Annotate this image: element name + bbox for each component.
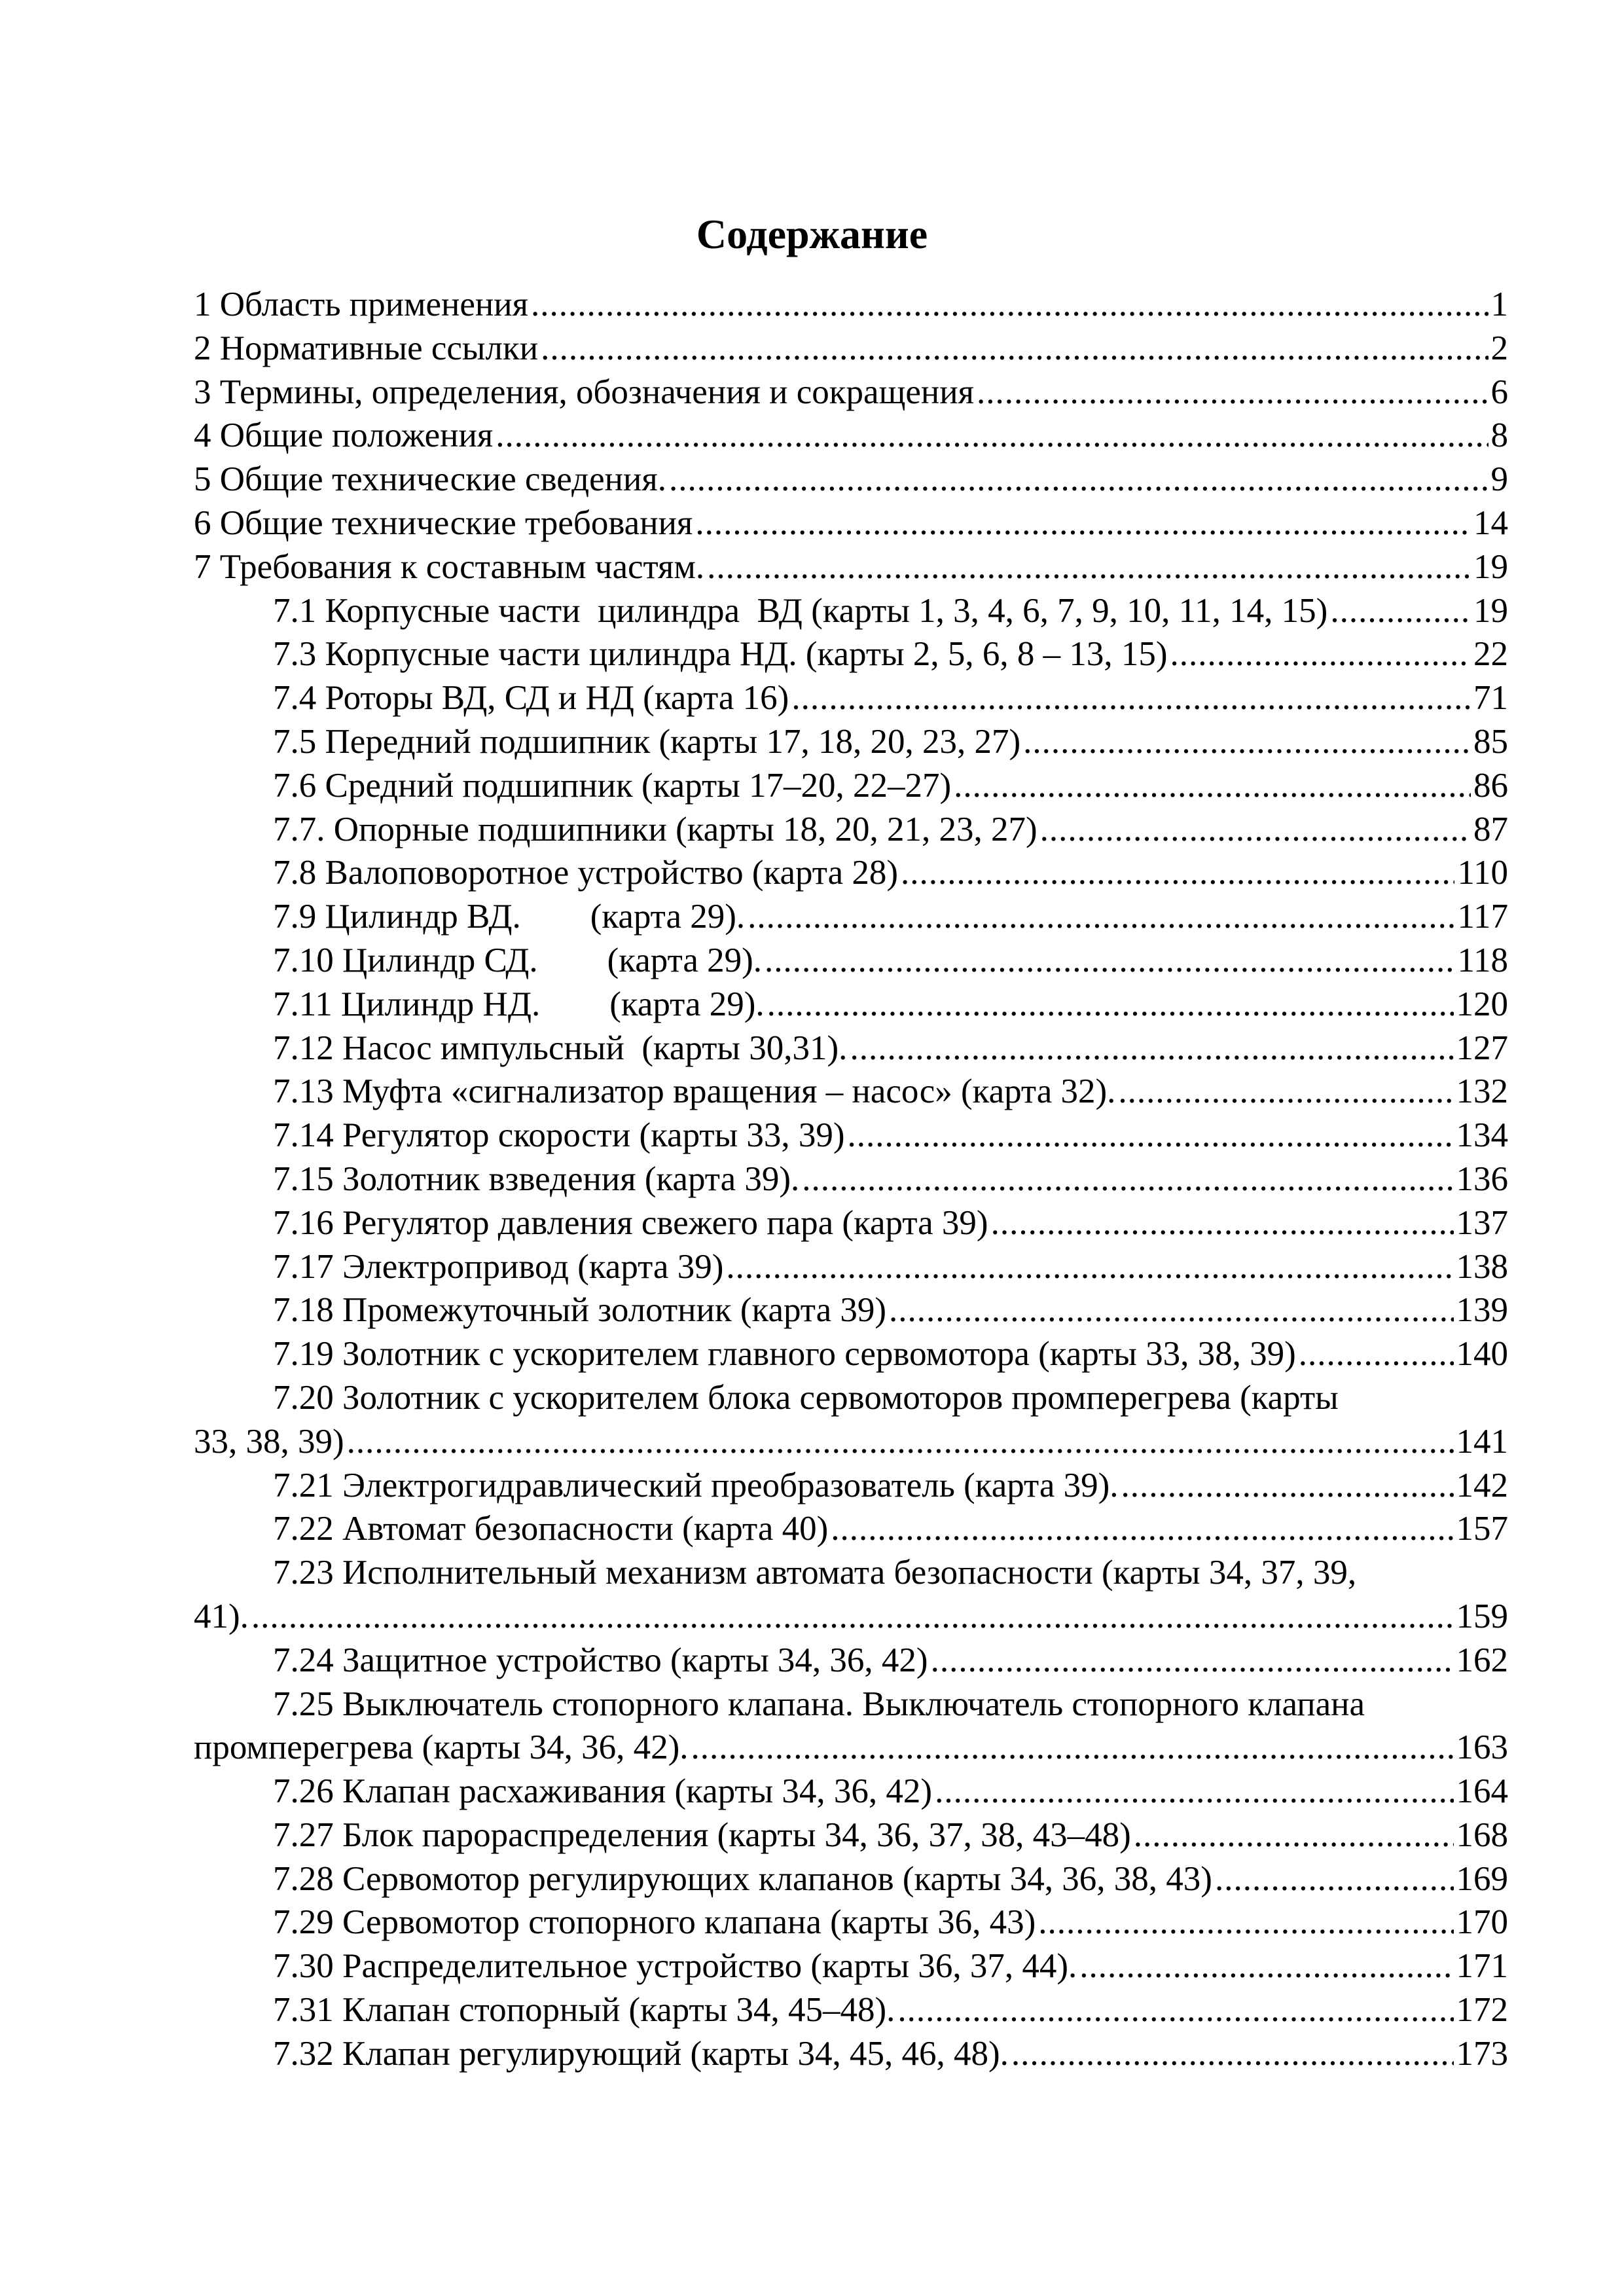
dot-leader — [1040, 808, 1471, 852]
toc-entry-label: 7.30 Распределительное устройство (карты 36, 37, 44). — [273, 1947, 1077, 1986]
toc-subentry[interactable] — [194, 895, 1508, 939]
dot-leader — [748, 895, 1454, 939]
toc-entry-label: 7.8 Валоповоротное устройство (карта 28) — [273, 854, 899, 892]
toc-entry-label: 7.32 Клапан регулирующий (карты 34, 45, 46, 48). — [273, 2034, 1009, 2073]
toc-subentry[interactable] — [194, 632, 1508, 676]
toc-subentry[interactable] — [194, 939, 1508, 983]
toc-entry-label: 7.26 Клапан расхаживания (карты 34, 36, 42) — [273, 1772, 933, 1811]
toc-subentry[interactable] — [194, 851, 1508, 895]
toc-entry-page: 132 — [1456, 1072, 1508, 1111]
toc-entry-page: 9 — [1490, 460, 1508, 499]
toc-subentry[interactable] — [194, 1070, 1508, 1114]
toc-subentry[interactable] — [194, 1201, 1508, 1245]
toc-subentry[interactable] — [194, 1813, 1508, 1857]
toc-entry-page: 173 — [1456, 2034, 1508, 2073]
toc-entry-page: 22 — [1473, 635, 1508, 674]
toc-subentry[interactable] — [194, 983, 1508, 1027]
toc-entry[interactable] — [194, 501, 1508, 545]
toc-subentry[interactable] — [194, 1464, 1508, 1508]
toc-entry-label: 7.18 Промежуточный золотник (карта 39) — [273, 1291, 886, 1330]
dot-leader — [954, 764, 1471, 808]
toc-entry-label: 7.5 Передний подшипник (карты 17, 18, 20, 23, 27) — [273, 722, 1021, 761]
toc-entry-page: 138 — [1456, 1247, 1508, 1286]
toc-entry-page: 8 — [1490, 416, 1508, 455]
toc-subentry[interactable] — [194, 1288, 1508, 1332]
dot-leader — [251, 1595, 1454, 1639]
toc-entry-page: 142 — [1456, 1466, 1508, 1504]
toc-entry-page: 71 — [1473, 679, 1508, 718]
toc-entry-page: 159 — [1456, 1597, 1508, 1635]
dot-leader — [691, 1726, 1454, 1770]
dot-leader — [531, 283, 1488, 327]
toc-entry-page: 137 — [1456, 1203, 1508, 1242]
toc-entry-label: 7.31 Клапан стопорный (карты 34, 45–48). — [273, 1991, 895, 2030]
toc-entry-page: 172 — [1456, 1991, 1508, 2030]
toc-subentry[interactable] — [194, 1027, 1508, 1070]
dot-leader — [669, 458, 1489, 501]
toc-entry-page: 14 — [1473, 503, 1508, 542]
toc-subentry[interactable] — [194, 1114, 1508, 1157]
toc-entry-label: 7.3 Корпусные части цилиндра НД. (карты 2, 5, 6, 8 – 13, 15) — [273, 635, 1168, 674]
toc-entry-page: 157 — [1456, 1510, 1508, 1548]
toc-entry-label: 7.11 Цилиндр НД. (карта 29). — [273, 985, 765, 1023]
toc-entry-label: 4 Общие положения — [194, 416, 494, 455]
toc-entry-page: 136 — [1456, 1159, 1508, 1198]
toc-entry-label: 7.29 Сервомотор стопорного клапана (карты 36, 43) — [273, 1903, 1036, 1942]
toc-entry[interactable] — [194, 371, 1508, 414]
toc-entry[interactable] — [194, 283, 1508, 327]
toc-entry-label: 7.22 Автомат безопасности (карта 40) — [273, 1510, 829, 1548]
toc-entry-page: 164 — [1456, 1772, 1508, 1811]
toc-subentry[interactable] — [194, 1944, 1508, 1988]
dot-leader — [347, 1420, 1454, 1464]
toc-subentry[interactable] — [194, 589, 1508, 633]
toc-entry-label: 7.17 Электропривод (карта 39) — [273, 1247, 724, 1286]
dot-leader — [850, 1027, 1453, 1070]
dot-leader — [767, 983, 1454, 1027]
toc-entry-label: 33, 38, 39) — [194, 1422, 344, 1461]
dot-leader — [802, 1157, 1453, 1201]
toc-subentry[interactable] — [194, 1770, 1508, 1813]
dot-leader — [901, 851, 1454, 895]
toc-subentry[interactable] — [194, 1157, 1508, 1201]
toc-subentry[interactable] — [194, 1332, 1508, 1376]
toc-entry-page: 6 — [1490, 373, 1508, 411]
toc-subentry-continuation[interactable] — [194, 1726, 1508, 1770]
toc-entry-page: 139 — [1456, 1291, 1508, 1330]
dot-leader — [1121, 1464, 1454, 1508]
toc-entry-page: 162 — [1456, 1641, 1508, 1679]
toc-entry-page: 19 — [1473, 547, 1508, 586]
dot-leader — [1023, 720, 1471, 764]
dot-leader — [1299, 1332, 1454, 1376]
toc-entry-page: 120 — [1456, 985, 1508, 1023]
toc-entry-label: 7.15 Золотник взведения (карта 39). — [273, 1159, 800, 1198]
dot-leader — [707, 545, 1471, 589]
toc-entry-label: 7.10 Цилиндр СД. (карта 29). — [273, 941, 763, 979]
toc-entry[interactable] — [194, 545, 1508, 589]
toc-entry-page: 169 — [1456, 1859, 1508, 1898]
toc-entry-label: 5 Общие технические сведения. — [194, 460, 666, 499]
toc-entry-page: 163 — [1456, 1728, 1508, 1767]
toc-subentry-continuation[interactable] — [194, 1595, 1508, 1639]
dot-leader — [935, 1770, 1453, 1813]
toc-entry-label: 7.14 Регулятор скорости (карты 33, 39) — [273, 1116, 845, 1155]
toc-subentry[interactable] — [194, 676, 1508, 720]
toc-entry[interactable] — [194, 458, 1508, 501]
toc-entry-page: 141 — [1456, 1422, 1508, 1461]
toc-entry-label: 7.12 Насос импульсный (карты 30,31). — [273, 1029, 848, 1067]
toc-entry-page: 168 — [1456, 1815, 1508, 1854]
toc-entry-label: 7.19 Золотник с ускорителем главного сервомотора (карты 33, 38, 39) — [273, 1335, 1296, 1374]
toc-entry[interactable] — [194, 414, 1508, 458]
toc-entry-label: 7.27 Блок парораспределения (карты 34, 36, 37, 38, 43–48) — [273, 1815, 1131, 1854]
page-title: Содержание — [696, 211, 928, 257]
toc-subentry-first-line[interactable]: 7.23 Исполнительный механизм автомата безопасности (карты 34, 37, 39, — [273, 1554, 1357, 1592]
toc-entry-label: 7.1 Корпусные части цилиндра ВД (карты 1, 3, 4, 6, 7, 9, 10, 11, 14, 15) — [273, 591, 1328, 630]
dot-leader — [977, 371, 1488, 414]
dot-leader — [496, 414, 1488, 458]
table-of-contents — [194, 283, 1508, 2076]
toc-entry-page: 19 — [1473, 591, 1508, 630]
dot-leader — [1215, 1857, 1454, 1901]
toc-entry-page: 87 — [1473, 810, 1508, 848]
toc-subentry[interactable] — [194, 1901, 1508, 1944]
dot-leader — [897, 1988, 1453, 2032]
dot-leader — [1170, 632, 1471, 676]
toc-entry-page: 110 — [1457, 854, 1508, 892]
toc-entry-label: 7.28 Сервомотор регулирующих клапанов (карты 34, 36, 38, 43) — [273, 1859, 1212, 1898]
toc-subentry-first-line[interactable]: 7.25 Выключатель стопорного клапана. Выключатель стопорного клапана — [273, 1685, 1365, 1723]
toc-entry-label: 7.13 Муфта «сигнализатор вращения – насос» (карта 32). — [273, 1072, 1116, 1111]
toc-entry-label: 7 Требования к составным частям. — [194, 547, 705, 586]
dot-leader — [1038, 1901, 1453, 1944]
toc-entry-page: 140 — [1456, 1335, 1508, 1374]
dot-leader — [1118, 1070, 1453, 1114]
toc-entry-label: 6 Общие технические требования — [194, 503, 693, 542]
dot-leader — [931, 1639, 1454, 1683]
toc-entry-page: 171 — [1456, 1947, 1508, 1986]
toc-entry-label: 7.4 Роторы ВД, СД и НД (карта 16) — [273, 679, 789, 718]
dot-leader — [991, 1201, 1454, 1245]
toc-entry-label: 7.9 Цилиндр ВД. (карта 29). — [273, 898, 746, 936]
toc-subentry[interactable] — [194, 720, 1508, 764]
toc-entry-label: 7.6 Средний подшипник (карты 17–20, 22–27) — [273, 766, 952, 805]
toc-subentry[interactable] — [194, 2032, 1508, 2076]
toc-subentry[interactable] — [194, 1988, 1508, 2032]
dot-leader — [831, 1507, 1453, 1551]
dot-leader — [889, 1288, 1454, 1332]
toc-entry-page: 2 — [1490, 329, 1508, 367]
toc-entry-label: 7.24 Защитное устройство (карты 34, 36, 42) — [273, 1641, 928, 1679]
toc-subentry-continuation[interactable] — [194, 1420, 1508, 1464]
toc-entry-label: 3 Термины, определения, обозначения и сокращения — [194, 373, 975, 411]
dot-leader — [541, 327, 1488, 371]
dot-leader — [1330, 589, 1471, 633]
toc-subentry[interactable] — [194, 1639, 1508, 1683]
toc-entry-page: 170 — [1456, 1903, 1508, 1942]
dot-leader — [848, 1114, 1454, 1157]
toc-subentry[interactable] — [194, 1507, 1508, 1551]
toc-entry-label: 7.21 Электрогидравлический преобразователь (карта 39). — [273, 1466, 1119, 1504]
dot-leader — [1134, 1813, 1454, 1857]
dot-leader — [765, 939, 1454, 983]
toc-subentry[interactable] — [194, 1857, 1508, 1901]
toc-entry-label: 7.7. Опорные подшипники (карты 18, 20, 21, 23, 27) — [273, 810, 1038, 848]
toc-entry-page: 117 — [1457, 898, 1508, 936]
dot-leader — [695, 501, 1471, 545]
toc-entry-label: промперегрева (карты 34, 36, 42). — [194, 1728, 689, 1767]
toc-entry-page: 86 — [1473, 766, 1508, 805]
dot-leader — [726, 1245, 1453, 1289]
toc-entry[interactable] — [194, 327, 1508, 371]
toc-entry-label: 1 Область применения — [194, 285, 529, 323]
toc-entry-label: 2 Нормативные ссылки — [194, 329, 539, 367]
toc-entry-label: 41). — [194, 1597, 249, 1635]
toc-entry-page: 1 — [1490, 285, 1508, 323]
toc-entry-page: 85 — [1473, 722, 1508, 761]
toc-entry-page: 127 — [1456, 1029, 1508, 1067]
toc-subentry[interactable] — [194, 808, 1508, 852]
toc-entry-page: 134 — [1456, 1116, 1508, 1155]
dot-leader — [1011, 2032, 1454, 2076]
toc-subentry[interactable] — [194, 1245, 1508, 1289]
toc-subentry-first-line[interactable]: 7.20 Золотник с ускорителем блока сервомоторов промперегрева (карты — [273, 1378, 1339, 1417]
dot-leader — [791, 676, 1471, 720]
toc-entry-label: 7.16 Регулятор давления свежего пара (карта 39) — [273, 1203, 988, 1242]
toc-subentry[interactable] — [194, 764, 1508, 808]
toc-entry-page: 118 — [1457, 941, 1508, 979]
dot-leader — [1079, 1944, 1453, 1988]
